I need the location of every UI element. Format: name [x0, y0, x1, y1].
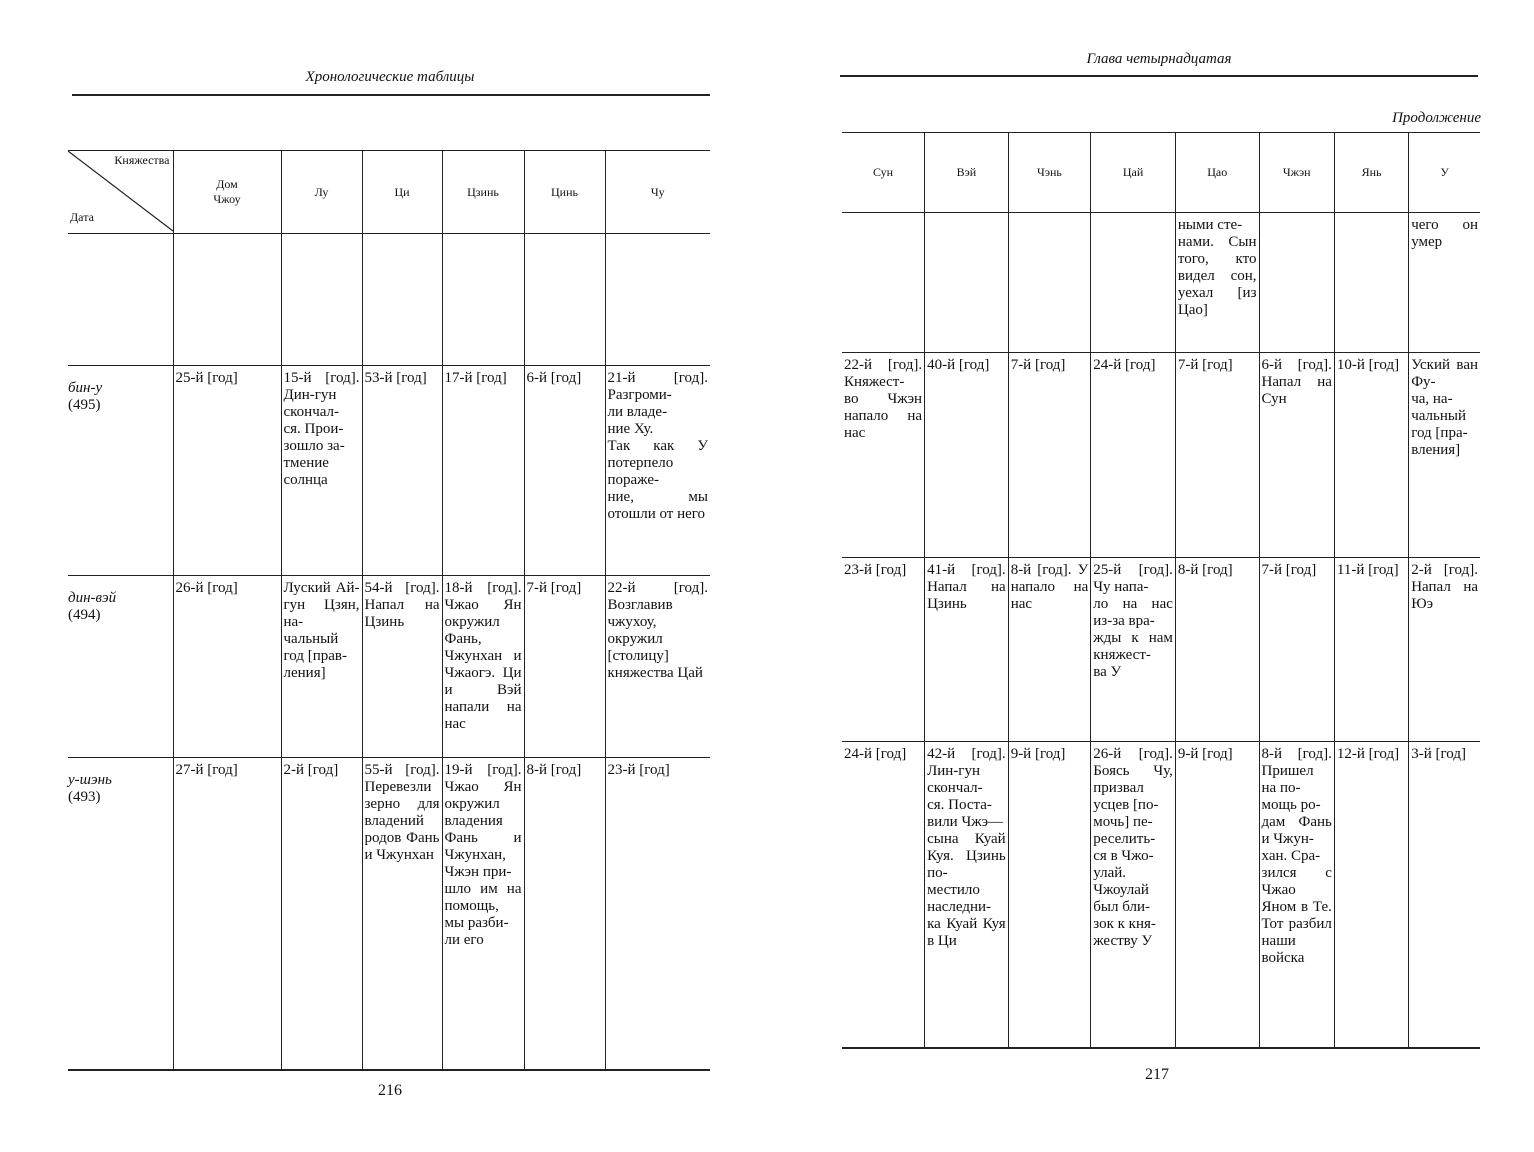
table-row: [842, 213, 1480, 353]
table-cell: Уский ван Фу- ча, на- чальный год [пра- вления]: [1409, 353, 1480, 558]
table-cell: [1091, 213, 1176, 353]
table-cell: 7-й [год]: [524, 576, 605, 758]
column-header: Чэнь: [1008, 133, 1091, 213]
column-header: Цао: [1175, 133, 1259, 213]
table-cell: [925, 213, 1009, 353]
table-cell: 54-й [год]. Напал на Цзинь: [362, 576, 442, 758]
column-header: Ци: [362, 151, 442, 234]
column-header: Сун: [842, 133, 925, 213]
table-cell: 21-й [год]. Разгроми- ли владе- ние Ху. Так как У потерпело пораже- ние, мы отошли от него: [605, 366, 710, 576]
table-row: [68, 366, 710, 576]
table-cell: 9-й [год]: [1175, 742, 1259, 1048]
table-cell: 41-й [год]. Напал на Цзинь: [925, 558, 1009, 742]
right-page: [767, 0, 1534, 1152]
header-rule: [840, 75, 1478, 77]
table-row: [68, 758, 710, 1070]
column-header: Лу: [281, 151, 362, 234]
header-rule: [72, 94, 710, 96]
table-cell: 8-й [год]: [524, 758, 605, 1070]
table-cell: 8-й [год]. У напало на нас: [1008, 558, 1091, 742]
chronology-table-right: [842, 132, 1480, 1049]
date-cell: бин-у (495): [68, 366, 173, 576]
table-row: [842, 353, 1480, 558]
table-row: [842, 742, 1480, 1048]
table-cell: 26-й [год]: [173, 576, 281, 758]
column-header: Цзинь: [442, 151, 524, 234]
table-cell: 24-й [год]: [842, 742, 925, 1048]
table-cell: 6-й [год]. Напал на Сун: [1259, 353, 1334, 558]
table-cell: 53-й [год]: [362, 366, 442, 576]
table-cell: Луский Ай-гун Цзян, на- чальный год [прав- ления]: [281, 576, 362, 758]
chronology-table-left: [68, 150, 710, 1071]
table-cell: 2-й [год]. Напал на Юэ: [1409, 558, 1480, 742]
column-header: Дом Чжоу: [173, 151, 281, 234]
table-cell: 18-й [год]. Чжао Ян окружил Фань, Чжунхан и Чжаогэ. Ци и Вэй напали на нас: [442, 576, 524, 758]
date-cell: у-шэнь (493): [68, 758, 173, 1070]
table-row: [68, 234, 710, 366]
table-cell: 27-й [год]: [173, 758, 281, 1070]
table-cell: [1334, 213, 1408, 353]
page-number: 217: [1145, 1066, 1169, 1083]
table-cell: 15-й [год]. Дин-гун скончал- ся. Прои- зошло за- тмение солнца: [281, 366, 362, 576]
table-cell: 8-й [год]. Пришел на по- мощь ро- дам Фань и Чжун- хан. Сра- зился с Чжао Яном в Те. Тот разбил наши войска: [1259, 742, 1334, 1048]
table-cell: 40-й [год]: [925, 353, 1009, 558]
table-cell: 12-й [год]: [1334, 742, 1408, 1048]
corner-header: [68, 151, 173, 234]
column-header: Цай: [1091, 133, 1176, 213]
table-cell: 23-й [год]: [842, 558, 925, 742]
table-cell: 55-й [год]. Перевезли зерно для владений родов Фань и Чжунхан: [362, 758, 442, 1070]
table-cell: 19-й [год]. Чжао Ян окружил владения Фань и Чжунхан, Чжэн при- шло им на помощь, мы разби- ли его: [442, 758, 524, 1070]
table-cell: 7-й [год]: [1259, 558, 1334, 742]
table-cell: 7-й [год]: [1008, 353, 1091, 558]
table-cell: 17-й [год]: [442, 366, 524, 576]
column-header: Чжэн: [1259, 133, 1334, 213]
table-cell: 25-й [год]. Чу напа- ло на нас из-за вра- жды к нам княжест- ва У: [1091, 558, 1176, 742]
column-header: Цинь: [524, 151, 605, 234]
table-cell: 22-й [год]. Княжест- во Чжэн напало на нас: [842, 353, 925, 558]
table-row: [842, 558, 1480, 742]
table-cell: 3-й [год]: [1409, 742, 1480, 1048]
table-cell: [1259, 213, 1334, 353]
column-header: Вэй: [925, 133, 1009, 213]
table-cell: [842, 213, 925, 353]
table-cell: 8-й [год]: [1175, 558, 1259, 742]
table-cell: 25-й [год]: [173, 366, 281, 576]
table-cell: 11-й [год]: [1334, 558, 1408, 742]
table-cell: 7-й [год]: [1175, 353, 1259, 558]
table-cell: 23-й [год]: [605, 758, 710, 1070]
corner-label-date: Дата: [70, 210, 94, 224]
table-cell: 6-й [год]: [524, 366, 605, 576]
continuation-label: Продолжение: [1392, 110, 1481, 126]
table-cell: ными сте- нами. Сын того, кто видел сон, уехал [из Цао]: [1175, 213, 1259, 353]
column-header: Чу: [605, 151, 710, 234]
table-cell: 9-й [год]: [1008, 742, 1091, 1048]
table-cell: 22-й [год]. Возглавив чжухоу, окружил [столицу] княжества Цай: [605, 576, 710, 758]
table-cell: 26-й [год]. Боясь Чу, призвал усцев [по- мочь] пе- реселить- ся в Чжо- улай. Чжоулай был бли- зок к кня- жеству У: [1091, 742, 1176, 1048]
column-header: Янь: [1334, 133, 1408, 213]
corner-label-principalities: Княжества: [114, 153, 170, 167]
table-cell: [1008, 213, 1091, 353]
running-head: Глава четырнадцатая: [1086, 51, 1232, 67]
table-cell: 10-й [год]: [1334, 353, 1408, 558]
table-cell: 2-й [год]: [281, 758, 362, 1070]
column-header: У: [1409, 133, 1480, 213]
running-head: Хронологические таблицы: [305, 69, 475, 85]
table-cell: 42-й [год]. Лин-гун скончал- ся. Поста- вили Чжэ— сына Куай Куя. Цзинь по- местило наследни- ка Куай Куя в Ци: [925, 742, 1009, 1048]
table-cell: чего он умер: [1409, 213, 1480, 353]
table-row: [68, 576, 710, 758]
date-cell: дин-вэй (494): [68, 576, 173, 758]
table-cell: 24-й [год]: [1091, 353, 1176, 558]
page-number: 216: [378, 1082, 402, 1099]
